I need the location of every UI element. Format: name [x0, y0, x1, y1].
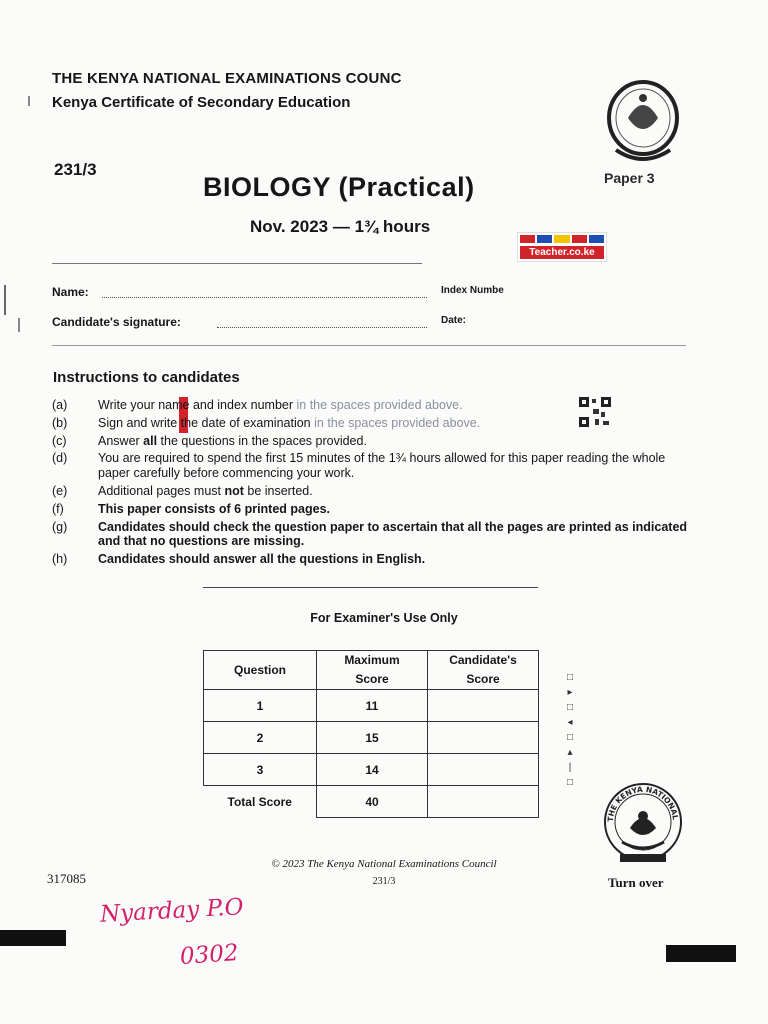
seal-text: THE KENYA NATIONAL — [605, 784, 680, 823]
arrow-right-icon: ▸ — [567, 687, 573, 698]
exam-date-duration: Nov. 2023 — 1¾ hours — [250, 217, 431, 236]
instruction-item — [52, 502, 692, 517]
copyright-notice: © 2023 The Kenya National Examinations Council — [271, 858, 497, 870]
redaction-bar-left — [0, 930, 66, 946]
scan-mark — [28, 96, 30, 106]
table-header-row — [204, 651, 539, 690]
index-number-label: Index Numbe — [441, 285, 504, 296]
instruction-item — [52, 434, 692, 449]
instruction-text-main: the questions in the spaces provided. — [157, 433, 367, 448]
name-label: Name: — [52, 285, 89, 299]
instruction-text-faint: in the spaces provided above. — [310, 415, 481, 430]
scan-mark — [4, 285, 6, 315]
phone-icon: □ — [566, 732, 574, 743]
coat-of-arms-emblem — [604, 78, 682, 164]
total-candidate-score-cell[interactable] — [428, 786, 539, 818]
max-score: 11 — [317, 690, 428, 722]
table-row — [204, 690, 539, 722]
instruction-label: (b) — [52, 415, 68, 430]
scan-mark — [18, 318, 20, 332]
instruction-text-main: be inserted. — [243, 483, 313, 498]
divider-fields — [52, 345, 686, 346]
instruction-item — [52, 484, 692, 499]
paper-code: 231/3 — [54, 160, 97, 179]
candidate-score-cell[interactable] — [428, 754, 539, 786]
max-score: 15 — [317, 722, 428, 754]
instruction-text — [98, 434, 692, 449]
instruction-text: You are required to spend the first 15 minutes of the 1¾ hours allowed for this paper reading the whole paper carefully before commencing your work. — [98, 451, 666, 481]
name-field[interactable] — [102, 287, 427, 298]
instruction-item — [52, 451, 692, 481]
instruction-label: (f) — [52, 501, 64, 516]
instruction-text: Candidates should check the question paper to ascertain that all the pages are printed as indicated and that no questions are missing. — [98, 519, 688, 549]
instruction-item — [52, 520, 692, 550]
council-name: THE KENYA NATIONAL EXAMINATIONS COUNC — [52, 70, 402, 87]
date-label: Date: — [441, 315, 467, 326]
instruction-label: (e) — [52, 483, 68, 498]
header-max-score-text: Maximum Score — [344, 653, 400, 686]
instruction-label: (a) — [52, 398, 68, 412]
subject-title: BIOLOGY (Practical) — [203, 172, 475, 202]
question-number: 1 — [204, 690, 317, 722]
watermark-site: Teacher.co.ke — [520, 246, 604, 259]
divider-instructions — [203, 587, 538, 588]
arrow-up-icon: ▴ — [567, 747, 573, 758]
handwritten-note-line2: 0302 — [179, 939, 240, 971]
total-max-score: 40 — [317, 786, 428, 818]
certificate-name: Kenya Certificate of Secondary Education — [52, 94, 351, 111]
instruction-text-faint: in the spaces provided above. — [293, 398, 463, 412]
turn-over-label: Turn over — [608, 875, 664, 890]
side-icon-strip — [563, 670, 577, 790]
phone-icon: □ — [566, 702, 574, 713]
sheet-number: 317085 — [47, 871, 86, 886]
candidate-score-cell[interactable] — [428, 690, 539, 722]
instruction-text-main: Sign and write the date of examination — [98, 415, 311, 430]
score-table — [203, 650, 539, 818]
instruction-item — [52, 552, 692, 567]
instruction-text-main: Write your name and index number — [98, 398, 294, 412]
signature-field[interactable] — [217, 317, 427, 328]
instruction-text-bold: all — [143, 433, 158, 448]
watermark-block — [554, 235, 569, 243]
instruction-label: (d) — [52, 451, 68, 466]
instructions-title: Instructions to candidates — [53, 369, 240, 386]
instruction-item — [52, 398, 692, 413]
instruction-text-pre: Additional pages must — [98, 483, 225, 498]
candidate-score-cell[interactable] — [428, 722, 539, 754]
phone-icon: □ — [566, 672, 574, 683]
watermark-block — [572, 235, 587, 243]
instruction-label: (c) — [52, 433, 67, 448]
header-max-score — [317, 651, 428, 690]
watermark-block — [520, 235, 535, 243]
watermark-block — [589, 235, 604, 243]
max-score: 14 — [317, 754, 428, 786]
instruction-label: (g) — [52, 519, 68, 534]
paper-label: Paper 3 — [604, 170, 655, 186]
instruction-text: This paper consists of 6 printed pages. — [98, 501, 330, 516]
instruction-text-bold: not — [224, 483, 244, 498]
table-row — [204, 722, 539, 754]
instruction-text — [98, 416, 692, 431]
table-row — [204, 754, 539, 786]
phone-icon: □ — [566, 777, 574, 788]
header-candidate-score — [428, 651, 539, 690]
instruction-text: Candidates should answer all the questions in English. — [98, 552, 426, 567]
instruction-text — [98, 484, 692, 499]
instructions-list — [52, 398, 692, 570]
question-number: 3 — [204, 754, 317, 786]
signature-label: Candidate's signature: — [52, 315, 181, 329]
handwritten-note-line1: Nyarday P.O — [99, 894, 245, 928]
arrow-left-icon: ◂ — [567, 717, 573, 728]
examiner-title: For Examiner's Use Only — [310, 611, 458, 625]
header-candidate-score-text: Candidate's Score — [449, 653, 517, 686]
instruction-text-pre: Answer — [98, 433, 144, 448]
question-number: 2 — [204, 722, 317, 754]
total-label: Total Score — [227, 794, 292, 809]
total-row — [204, 786, 539, 818]
instruction-item — [52, 416, 692, 431]
instruction-text — [98, 398, 692, 413]
redaction-bar-right — [666, 945, 736, 962]
divider-top — [52, 263, 422, 264]
instruction-label: (h) — [52, 552, 68, 567]
watermark-badge — [517, 232, 607, 262]
dash-icon: | — [568, 762, 572, 773]
watermark-block — [537, 235, 552, 243]
header-question: Question — [204, 651, 317, 690]
footer-paper-code: 231/3 — [372, 876, 396, 887]
